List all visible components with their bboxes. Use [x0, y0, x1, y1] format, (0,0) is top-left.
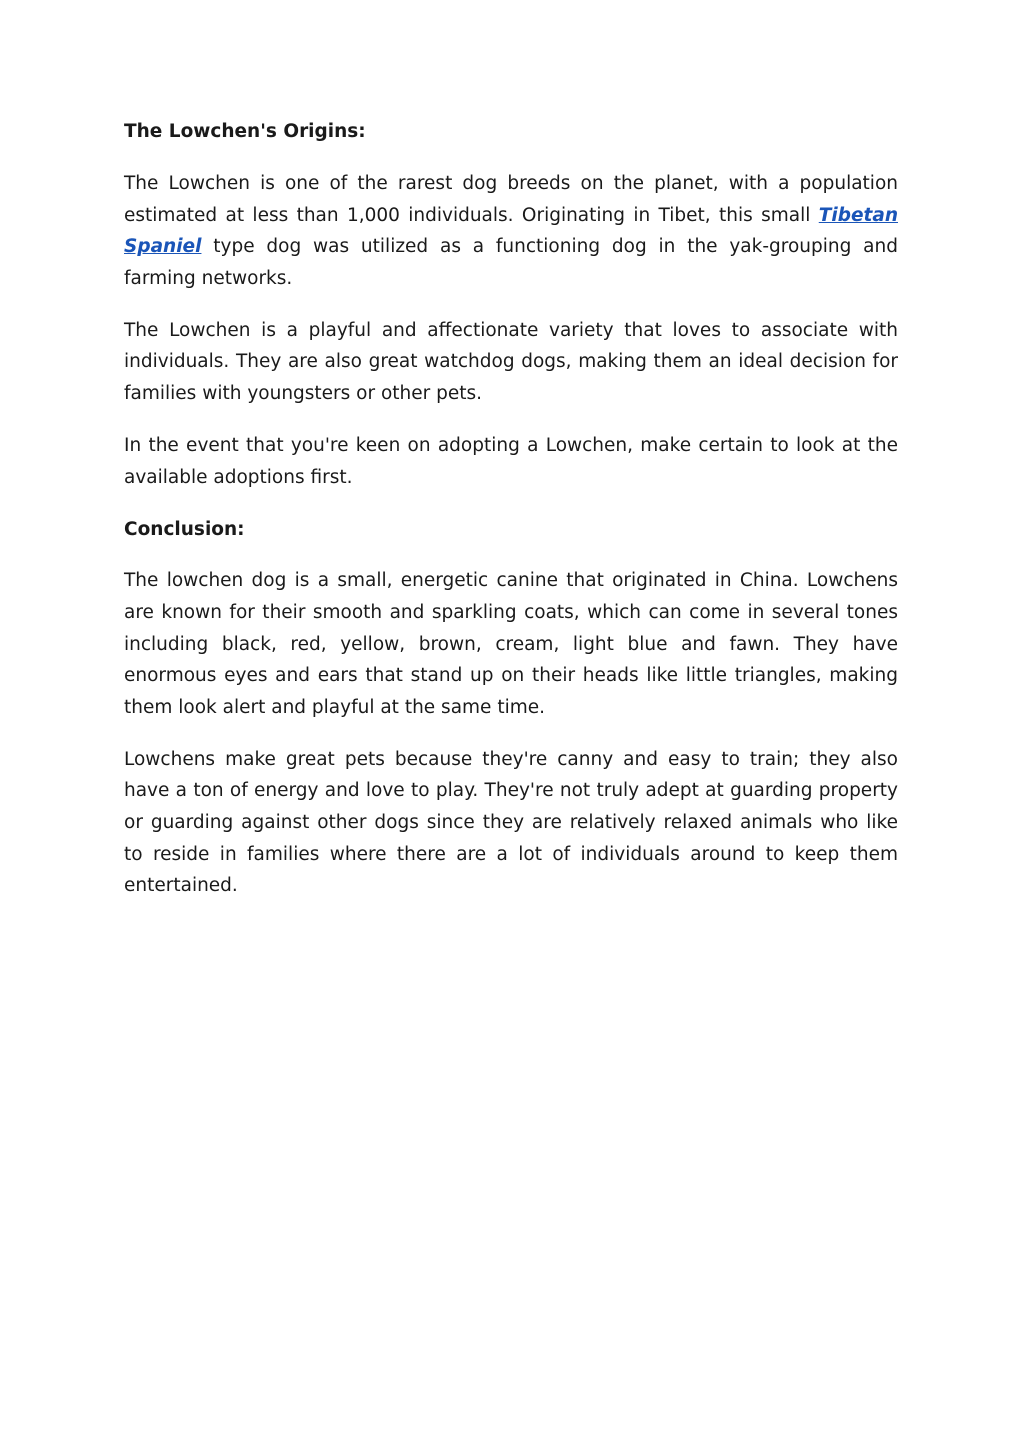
origins-paragraph-1-text-end: type dog was utilized as a functioning dog in the yak-grouping and farming networks.	[124, 236, 898, 289]
origins-paragraph-1-text-start: The Lowchen is one of the rarest dog breeds on the planet, with a population estimated at less than 1,000 individuals. Originating in Tibet, this small	[124, 172, 898, 226]
conclusion-paragraph-1: The lowchen dog is a small, energetic canine that originated in China. Lowchens are known for their smooth and sparkling coats, which can come in several tones including black, red, yellow, brown, cream, light blue and fawn. They have enormous eyes and ears that stand up on their heads like little triangles, making them look alert and playful at the same time.	[124, 570, 898, 718]
tibetan-spaniel-link[interactable]: Tibetan Spaniel	[124, 204, 898, 258]
origins-paragraph-3: In the event that you're keen on adopting a Lowchen, make certain to look at the available adoptions first.	[124, 434, 898, 488]
origins-paragraph-2: The Lowchen is a playful and affectionate variety that loves to associate with individuals. They are also great watchdog dogs, making them an ideal decision for families with youngsters or other pets.	[124, 319, 898, 404]
origins-paragraph-1	[124, 168, 898, 294]
origins-heading: The Lowchen's Origins:	[124, 121, 366, 142]
conclusion-heading: Conclusion:	[124, 518, 245, 540]
conclusion-paragraph-2: Lowchens make great pets because they're canny and easy to train; they also have a ton of energy and love to play. They're not truly adept at guarding property or guarding against other dogs since they are relatively relaxed animals who like to reside in families where there are a lot of individuals around to keep them entertained.	[124, 748, 898, 897]
document-page	[124, 116, 898, 922]
